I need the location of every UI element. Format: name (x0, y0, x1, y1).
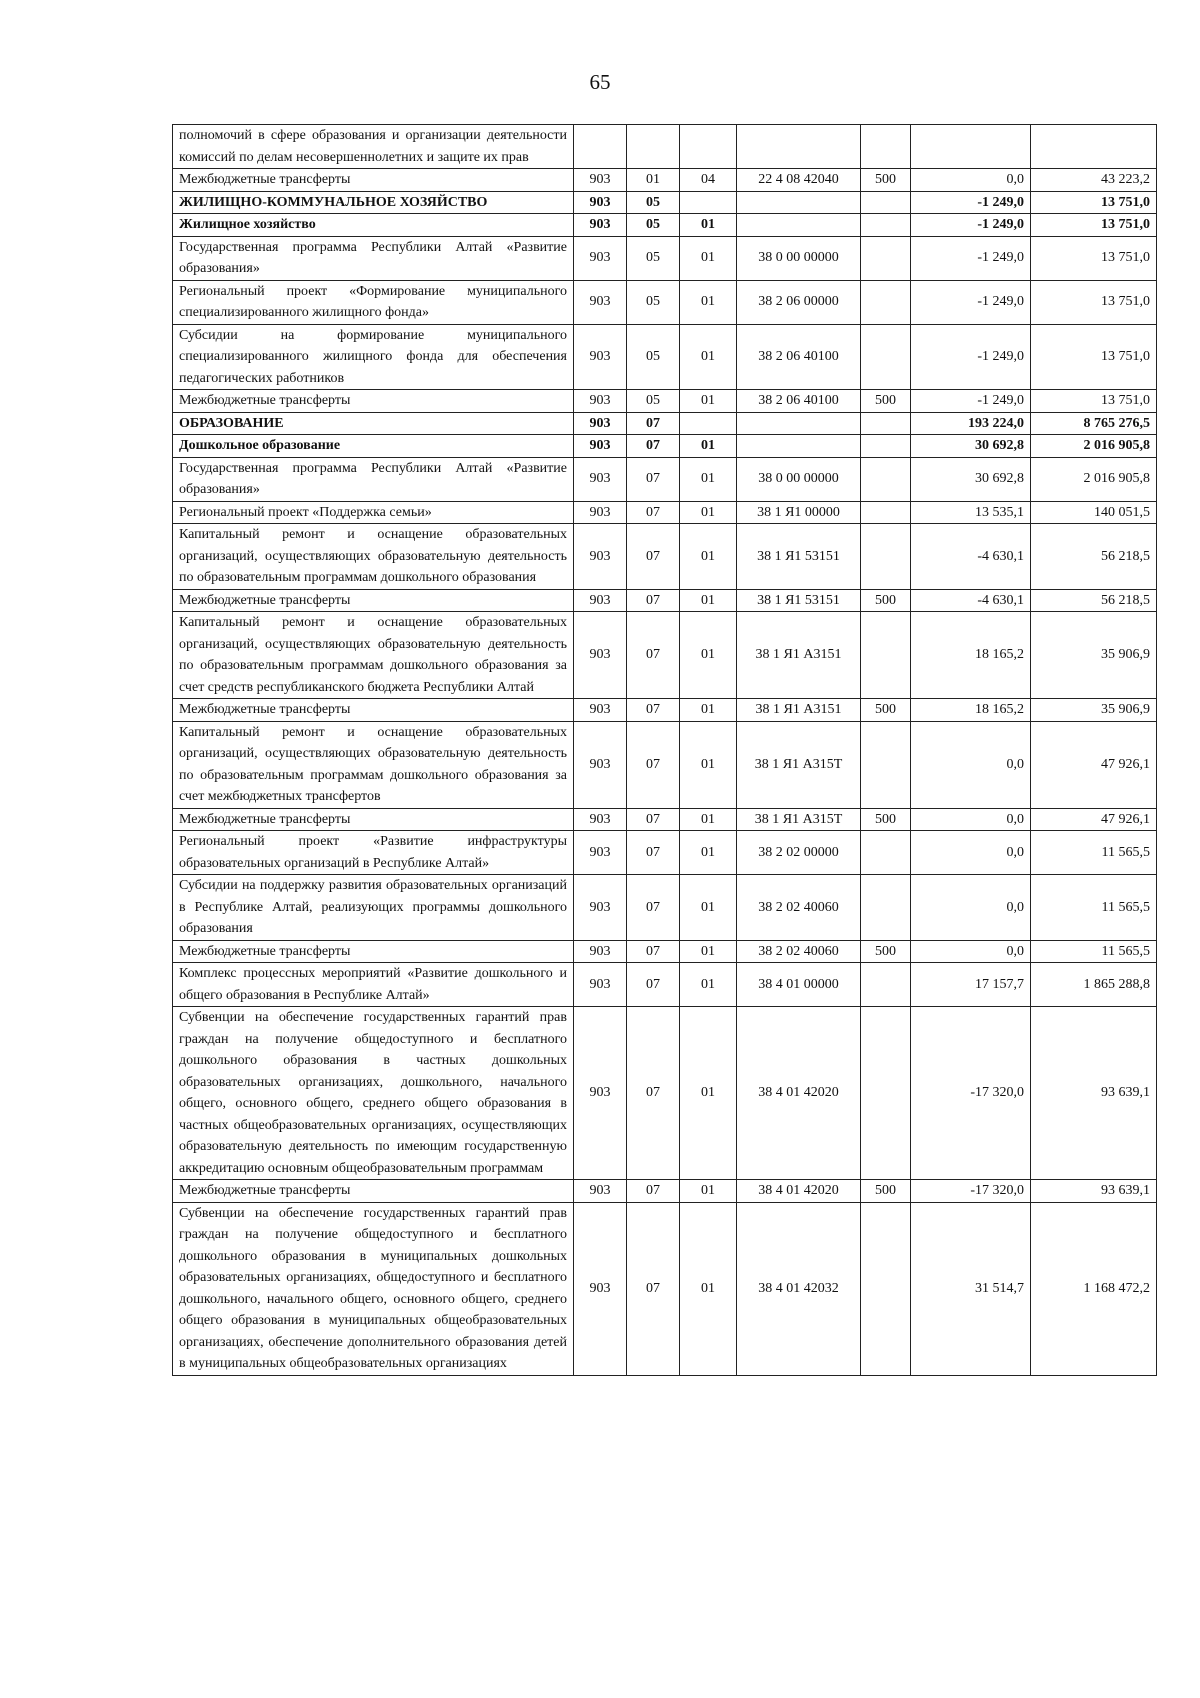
row-change-amount-cell: 31 514,7 (911, 1202, 1031, 1375)
row-target-article-cell: 38 1 Я1 53151 (737, 589, 861, 612)
row-name-cell: Региональный проект «Развитие инфраструктуры образовательных организаций в Республике Алтай» (173, 831, 574, 875)
row-target-article-cell: 38 1 Я1 А315Т (737, 808, 861, 831)
row-ministry-cell: 903 (574, 324, 627, 390)
row-section-cell: 01 (627, 169, 680, 192)
row-name-cell: Субвенции на обеспечение государственных гарантий прав граждан на получение общедоступного и бесплатного дошкольного образования в муниципальных дошкольных образовательных организациях, общедоступного и бесплатного дошкольного, начального общего, основного общего, среднего общего образования в муниципальных общеобразовательных организациях, обеспечение дополнительного образования детей в муниципальных общеобразовательных организациях (173, 1202, 574, 1375)
row-ministry-cell: 903 (574, 524, 627, 590)
row-name-cell: Межбюджетные трансферты (173, 1180, 574, 1203)
row-change-amount-cell: -1 249,0 (911, 191, 1031, 214)
row-name-cell: Жилищное хозяйство (173, 214, 574, 237)
row-name-cell: Капитальный ремонт и оснащение образовательных организаций, осуществляющих образовательную деятельность по образовательным программам дошкольного образования (173, 524, 574, 590)
row-total-amount-cell: 93 639,1 (1031, 1007, 1157, 1180)
row-expense-type-cell: 500 (861, 699, 911, 722)
row-total-amount-cell: 11 565,5 (1031, 875, 1157, 941)
row-total-amount-cell: 11 565,5 (1031, 940, 1157, 963)
row-ministry-cell: 903 (574, 721, 627, 808)
row-target-article-cell: 38 4 01 42020 (737, 1180, 861, 1203)
row-name-cell: Капитальный ремонт и оснащение образовательных организаций, осуществляющих образовательную деятельность по образовательным программам дошкольного образования за счет межбюджетных трансфертов (173, 721, 574, 808)
row-subsection-cell (680, 412, 737, 435)
row-expense-type-cell: 500 (861, 589, 911, 612)
table-row (173, 1180, 1157, 1203)
page-number: 65 (589, 70, 611, 94)
budget-table-body (173, 125, 1157, 1376)
row-change-amount-cell: 0,0 (911, 169, 1031, 192)
row-change-amount-cell: -1 249,0 (911, 236, 1031, 280)
row-expense-type-cell (861, 831, 911, 875)
row-expense-type-cell (861, 524, 911, 590)
row-name-cell: Капитальный ремонт и оснащение образовательных организаций, осуществляющих образовательную деятельность по образовательным программам дошкольного образования за счет средств республиканского бюджета Республики Алтай (173, 612, 574, 699)
row-target-article-cell (737, 214, 861, 237)
row-subsection-cell: 01 (680, 1007, 737, 1180)
row-target-article-cell: 38 2 06 00000 (737, 280, 861, 324)
row-section-cell: 05 (627, 390, 680, 413)
row-expense-type-cell (861, 214, 911, 237)
row-ministry-cell: 903 (574, 236, 627, 280)
row-total-amount-cell: 2 016 905,8 (1031, 435, 1157, 458)
row-name-cell: Государственная программа Республики Алтай «Развитие образования» (173, 236, 574, 280)
row-total-amount-cell: 56 218,5 (1031, 524, 1157, 590)
row-change-amount-cell: -1 249,0 (911, 324, 1031, 390)
row-target-article-cell: 38 1 Я1 А3151 (737, 699, 861, 722)
row-total-amount-cell: 13 751,0 (1031, 390, 1157, 413)
table-row (173, 280, 1157, 324)
row-total-amount-cell: 47 926,1 (1031, 808, 1157, 831)
row-expense-type-cell: 500 (861, 1180, 911, 1203)
row-expense-type-cell (861, 191, 911, 214)
row-target-article-cell: 38 1 Я1 53151 (737, 524, 861, 590)
row-section-cell: 07 (627, 589, 680, 612)
row-name-cell: Дошкольное образование (173, 435, 574, 458)
row-expense-type-cell (861, 501, 911, 524)
row-subsection-cell: 01 (680, 280, 737, 324)
row-ministry-cell: 903 (574, 435, 627, 458)
row-section-cell: 07 (627, 1180, 680, 1203)
table-row (173, 612, 1157, 699)
row-change-amount-cell: -1 249,0 (911, 280, 1031, 324)
table-row (173, 191, 1157, 214)
row-name-cell: Субсидии на поддержку развития образовательных организаций в Республике Алтай, реализующих программы дошкольного образования (173, 875, 574, 941)
row-name-cell: Региональный проект «Формирование муниципального специализированного жилищного фонда» (173, 280, 574, 324)
row-total-amount-cell: 43 223,2 (1031, 169, 1157, 192)
row-change-amount-cell: 0,0 (911, 808, 1031, 831)
row-ministry-cell: 903 (574, 963, 627, 1007)
row-total-amount-cell: 13 751,0 (1031, 214, 1157, 237)
row-ministry-cell: 903 (574, 940, 627, 963)
row-section-cell: 07 (627, 940, 680, 963)
row-total-amount-cell: 11 565,5 (1031, 831, 1157, 875)
row-name-cell: Межбюджетные трансферты (173, 589, 574, 612)
row-subsection-cell: 01 (680, 524, 737, 590)
row-ministry-cell: 903 (574, 612, 627, 699)
row-change-amount-cell: -17 320,0 (911, 1180, 1031, 1203)
row-section-cell: 05 (627, 280, 680, 324)
row-section-cell: 07 (627, 831, 680, 875)
row-subsection-cell: 01 (680, 808, 737, 831)
row-section-cell: 07 (627, 524, 680, 590)
row-expense-type-cell (861, 236, 911, 280)
row-total-amount-cell: 35 906,9 (1031, 612, 1157, 699)
row-subsection-cell: 01 (680, 390, 737, 413)
row-expense-type-cell (861, 612, 911, 699)
table-row (173, 324, 1157, 390)
row-section-cell: 05 (627, 324, 680, 390)
row-ministry-cell: 903 (574, 1202, 627, 1375)
row-change-amount-cell (911, 125, 1031, 169)
row-expense-type-cell (861, 280, 911, 324)
row-target-article-cell: 38 4 01 42032 (737, 1202, 861, 1375)
row-subsection-cell: 01 (680, 236, 737, 280)
row-name-cell: Субсидии на формирование муниципального специализированного жилищного фонда для обеспечения педагогических работников (173, 324, 574, 390)
table-row (173, 412, 1157, 435)
row-subsection-cell (680, 191, 737, 214)
row-subsection-cell: 01 (680, 1180, 737, 1203)
row-target-article-cell: 22 4 08 42040 (737, 169, 861, 192)
row-section-cell (627, 125, 680, 169)
row-ministry-cell: 903 (574, 831, 627, 875)
row-subsection-cell: 01 (680, 699, 737, 722)
row-total-amount-cell: 2 016 905,8 (1031, 457, 1157, 501)
row-section-cell: 05 (627, 236, 680, 280)
row-target-article-cell: 38 0 00 00000 (737, 236, 861, 280)
row-section-cell: 07 (627, 435, 680, 458)
row-change-amount-cell: 0,0 (911, 875, 1031, 941)
row-total-amount-cell: 1 168 472,2 (1031, 1202, 1157, 1375)
row-subsection-cell: 04 (680, 169, 737, 192)
row-total-amount-cell: 13 751,0 (1031, 236, 1157, 280)
row-name-cell: Межбюджетные трансферты (173, 699, 574, 722)
row-subsection-cell: 01 (680, 612, 737, 699)
row-name-cell: ЖИЛИЩНО-КОММУНАЛЬНОЕ ХОЗЯЙСТВО (173, 191, 574, 214)
row-expense-type-cell (861, 125, 911, 169)
row-subsection-cell: 01 (680, 875, 737, 941)
table-row (173, 435, 1157, 458)
row-total-amount-cell: 1 865 288,8 (1031, 963, 1157, 1007)
row-ministry-cell: 903 (574, 214, 627, 237)
table-row (173, 236, 1157, 280)
row-name-cell: полномочий в сфере образования и организации деятельности комиссий по делам несовершеннолетних и защите их прав (173, 125, 574, 169)
table-row (173, 721, 1157, 808)
row-name-cell: ОБРАЗОВАНИЕ (173, 412, 574, 435)
row-expense-type-cell (861, 435, 911, 458)
row-expense-type-cell (861, 875, 911, 941)
table-row (173, 501, 1157, 524)
row-change-amount-cell: -4 630,1 (911, 524, 1031, 590)
row-target-article-cell: 38 0 00 00000 (737, 457, 861, 501)
row-target-article-cell (737, 435, 861, 458)
row-section-cell: 05 (627, 214, 680, 237)
row-expense-type-cell: 500 (861, 169, 911, 192)
row-subsection-cell: 01 (680, 721, 737, 808)
row-total-amount-cell: 140 051,5 (1031, 501, 1157, 524)
row-section-cell: 07 (627, 1202, 680, 1375)
row-ministry-cell: 903 (574, 1007, 627, 1180)
row-total-amount-cell: 13 751,0 (1031, 324, 1157, 390)
row-change-amount-cell: -1 249,0 (911, 390, 1031, 413)
row-total-amount-cell: 13 751,0 (1031, 191, 1157, 214)
row-target-article-cell: 38 1 Я1 А3151 (737, 612, 861, 699)
table-row (173, 169, 1157, 192)
row-name-cell: Государственная программа Республики Алтай «Развитие образования» (173, 457, 574, 501)
table-row (173, 524, 1157, 590)
row-target-article-cell: 38 2 06 40100 (737, 324, 861, 390)
row-total-amount-cell: 56 218,5 (1031, 589, 1157, 612)
row-ministry-cell: 903 (574, 699, 627, 722)
row-subsection-cell: 01 (680, 435, 737, 458)
row-target-article-cell: 38 4 01 42020 (737, 1007, 861, 1180)
row-target-article-cell: 38 2 02 40060 (737, 875, 861, 941)
row-expense-type-cell: 500 (861, 390, 911, 413)
row-target-article-cell (737, 412, 861, 435)
row-target-article-cell (737, 125, 861, 169)
row-expense-type-cell: 500 (861, 940, 911, 963)
row-subsection-cell: 01 (680, 963, 737, 1007)
row-expense-type-cell (861, 1007, 911, 1180)
table-row (173, 1202, 1157, 1375)
row-total-amount-cell (1031, 125, 1157, 169)
row-change-amount-cell: 30 692,8 (911, 457, 1031, 501)
row-target-article-cell (737, 191, 861, 214)
row-section-cell: 07 (627, 875, 680, 941)
row-ministry-cell: 903 (574, 280, 627, 324)
row-change-amount-cell: 0,0 (911, 831, 1031, 875)
row-section-cell: 07 (627, 721, 680, 808)
budget-table (172, 124, 1157, 1376)
row-target-article-cell: 38 1 Я1 00000 (737, 501, 861, 524)
row-subsection-cell: 01 (680, 940, 737, 963)
row-name-cell: Межбюджетные трансферты (173, 808, 574, 831)
row-expense-type-cell (861, 324, 911, 390)
table-row (173, 214, 1157, 237)
row-change-amount-cell: 18 165,2 (911, 612, 1031, 699)
row-total-amount-cell: 35 906,9 (1031, 699, 1157, 722)
row-total-amount-cell: 8 765 276,5 (1031, 412, 1157, 435)
table-row (173, 699, 1157, 722)
row-subsection-cell: 01 (680, 324, 737, 390)
row-ministry-cell: 903 (574, 457, 627, 501)
table-row (173, 390, 1157, 413)
row-expense-type-cell (861, 721, 911, 808)
row-expense-type-cell (861, 1202, 911, 1375)
row-target-article-cell: 38 2 02 00000 (737, 831, 861, 875)
row-name-cell: Межбюджетные трансферты (173, 390, 574, 413)
row-section-cell: 07 (627, 501, 680, 524)
row-section-cell: 07 (627, 1007, 680, 1180)
table-row (173, 831, 1157, 875)
table-row (173, 1007, 1157, 1180)
row-expense-type-cell (861, 412, 911, 435)
row-name-cell: Комплекс процессных мероприятий «Развитие дошкольного и общего образования в Республике Алтай» (173, 963, 574, 1007)
row-section-cell: 07 (627, 412, 680, 435)
row-ministry-cell: 903 (574, 875, 627, 941)
table-row (173, 808, 1157, 831)
row-ministry-cell: 903 (574, 412, 627, 435)
row-subsection-cell: 01 (680, 1202, 737, 1375)
row-expense-type-cell (861, 963, 911, 1007)
row-section-cell: 07 (627, 612, 680, 699)
row-change-amount-cell: 193 224,0 (911, 412, 1031, 435)
row-section-cell: 05 (627, 191, 680, 214)
row-change-amount-cell: -1 249,0 (911, 214, 1031, 237)
table-row (173, 457, 1157, 501)
table-row (173, 875, 1157, 941)
row-target-article-cell: 38 2 06 40100 (737, 390, 861, 413)
row-ministry-cell: 903 (574, 1180, 627, 1203)
row-ministry-cell: 903 (574, 589, 627, 612)
row-name-cell: Межбюджетные трансферты (173, 940, 574, 963)
row-change-amount-cell: 30 692,8 (911, 435, 1031, 458)
row-total-amount-cell: 47 926,1 (1031, 721, 1157, 808)
row-section-cell: 07 (627, 457, 680, 501)
row-subsection-cell (680, 125, 737, 169)
table-row (173, 940, 1157, 963)
row-subsection-cell: 01 (680, 831, 737, 875)
row-ministry-cell: 903 (574, 390, 627, 413)
row-change-amount-cell: 13 535,1 (911, 501, 1031, 524)
row-ministry-cell: 903 (574, 808, 627, 831)
table-row (173, 125, 1157, 169)
row-subsection-cell: 01 (680, 501, 737, 524)
row-target-article-cell: 38 4 01 00000 (737, 963, 861, 1007)
row-total-amount-cell: 13 751,0 (1031, 280, 1157, 324)
row-ministry-cell: 903 (574, 501, 627, 524)
row-ministry-cell (574, 125, 627, 169)
table-row (173, 963, 1157, 1007)
row-ministry-cell: 903 (574, 169, 627, 192)
row-name-cell: Межбюджетные трансферты (173, 169, 574, 192)
row-ministry-cell: 903 (574, 191, 627, 214)
row-change-amount-cell: -4 630,1 (911, 589, 1031, 612)
row-change-amount-cell: 0,0 (911, 940, 1031, 963)
row-name-cell: Региональный проект «Поддержка семьи» (173, 501, 574, 524)
row-change-amount-cell: 17 157,7 (911, 963, 1031, 1007)
row-target-article-cell: 38 1 Я1 А315Т (737, 721, 861, 808)
row-total-amount-cell: 93 639,1 (1031, 1180, 1157, 1203)
row-expense-type-cell: 500 (861, 808, 911, 831)
row-target-article-cell: 38 2 02 40060 (737, 940, 861, 963)
row-expense-type-cell (861, 457, 911, 501)
row-name-cell: Субвенции на обеспечение государственных гарантий прав граждан на получение общедоступного и бесплатного дошкольного образования в частных дошкольных образовательных организациях, дошкольного, начального общего, основного общего, среднего общего образования в частных общеобразовательных организациях, осуществляющих образовательную деятельность по имеющим государственную аккредитацию основным общеобразовательным программам (173, 1007, 574, 1180)
row-change-amount-cell: -17 320,0 (911, 1007, 1031, 1180)
row-change-amount-cell: 18 165,2 (911, 699, 1031, 722)
row-subsection-cell: 01 (680, 589, 737, 612)
row-subsection-cell: 01 (680, 214, 737, 237)
row-section-cell: 07 (627, 808, 680, 831)
row-change-amount-cell: 0,0 (911, 721, 1031, 808)
row-section-cell: 07 (627, 963, 680, 1007)
table-row (173, 589, 1157, 612)
row-subsection-cell: 01 (680, 457, 737, 501)
row-section-cell: 07 (627, 699, 680, 722)
